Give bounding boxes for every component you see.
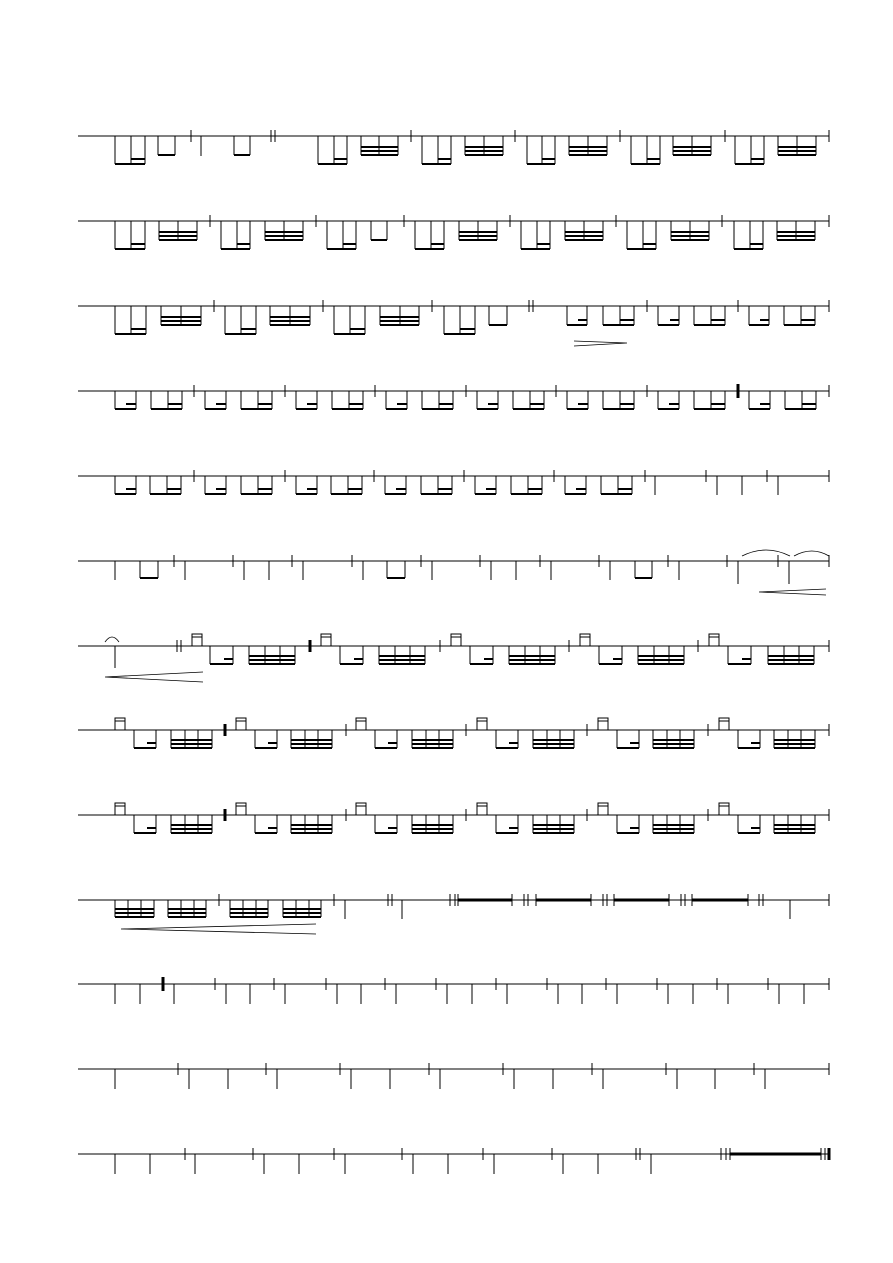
staff-system-13 bbox=[78, 1148, 829, 1174]
tuplet-group bbox=[477, 803, 574, 833]
note-group bbox=[386, 391, 453, 409]
note-group bbox=[205, 391, 272, 409]
crescendo-hairpin bbox=[759, 589, 826, 595]
tuplet-group bbox=[356, 718, 453, 748]
tie-arc bbox=[794, 551, 829, 556]
staff-system-8 bbox=[78, 718, 829, 748]
tuplet-group bbox=[580, 634, 684, 664]
note-group bbox=[115, 900, 206, 917]
note-group bbox=[627, 221, 709, 249]
tuplet-group bbox=[236, 718, 332, 748]
note-group bbox=[225, 306, 310, 334]
tuplet-group bbox=[451, 634, 555, 664]
note-group bbox=[749, 306, 815, 325]
note-group bbox=[658, 306, 725, 325]
staff-system-9 bbox=[78, 803, 829, 833]
tuplet-group bbox=[598, 718, 694, 748]
staff-system-7 bbox=[78, 634, 829, 682]
crescendo-hairpin bbox=[121, 924, 316, 934]
note-group bbox=[477, 391, 544, 409]
note-group bbox=[735, 136, 816, 164]
note-group bbox=[475, 476, 542, 494]
note-group bbox=[444, 306, 507, 334]
tuplet-group bbox=[719, 718, 815, 748]
tuplet-group bbox=[115, 803, 212, 833]
staff-system-1 bbox=[78, 130, 829, 164]
note-group bbox=[567, 391, 634, 409]
note-group bbox=[115, 391, 182, 409]
crescendo-hairpin bbox=[105, 672, 203, 682]
tuplet-group bbox=[709, 634, 814, 664]
tuplet-group bbox=[321, 634, 425, 664]
note-group bbox=[115, 306, 201, 334]
tie-arc bbox=[742, 550, 790, 556]
staff-system-11 bbox=[78, 977, 829, 1004]
note-group bbox=[734, 221, 815, 249]
note-group bbox=[385, 476, 452, 494]
note-group bbox=[296, 476, 362, 494]
note-group bbox=[115, 221, 197, 249]
note-group bbox=[296, 391, 363, 409]
staff-system-4 bbox=[78, 384, 829, 409]
tuplet-group bbox=[598, 803, 694, 833]
note-group bbox=[567, 306, 634, 325]
staff-system-2 bbox=[78, 215, 829, 249]
note-group bbox=[318, 136, 398, 164]
staff-system-6 bbox=[78, 550, 829, 595]
tuplet-group bbox=[356, 803, 453, 833]
note-group bbox=[221, 221, 303, 249]
note-group bbox=[749, 391, 816, 409]
tuplet-group bbox=[192, 634, 295, 664]
tuplet-group bbox=[477, 718, 574, 748]
note-group bbox=[205, 476, 272, 494]
staff-system-10 bbox=[78, 894, 829, 934]
staff-system-3 bbox=[78, 300, 829, 346]
staff-system-5 bbox=[78, 470, 829, 495]
note-group bbox=[115, 476, 181, 494]
staff-system-12 bbox=[78, 1063, 829, 1089]
note-group bbox=[334, 306, 419, 334]
note-group bbox=[422, 136, 503, 164]
tuplet-group bbox=[719, 803, 815, 833]
note-group bbox=[527, 136, 607, 164]
tie-arc bbox=[105, 637, 119, 642]
note-group bbox=[658, 391, 725, 409]
note-group bbox=[565, 476, 632, 494]
note-group bbox=[230, 900, 321, 917]
note-group bbox=[521, 221, 603, 249]
decrescendo-hairpin bbox=[574, 341, 627, 346]
note-group bbox=[115, 136, 175, 164]
note-group bbox=[415, 221, 497, 249]
note-group bbox=[631, 136, 711, 164]
tuplet-group bbox=[236, 803, 332, 833]
note-group bbox=[327, 221, 387, 249]
tuplet-group bbox=[115, 718, 212, 748]
